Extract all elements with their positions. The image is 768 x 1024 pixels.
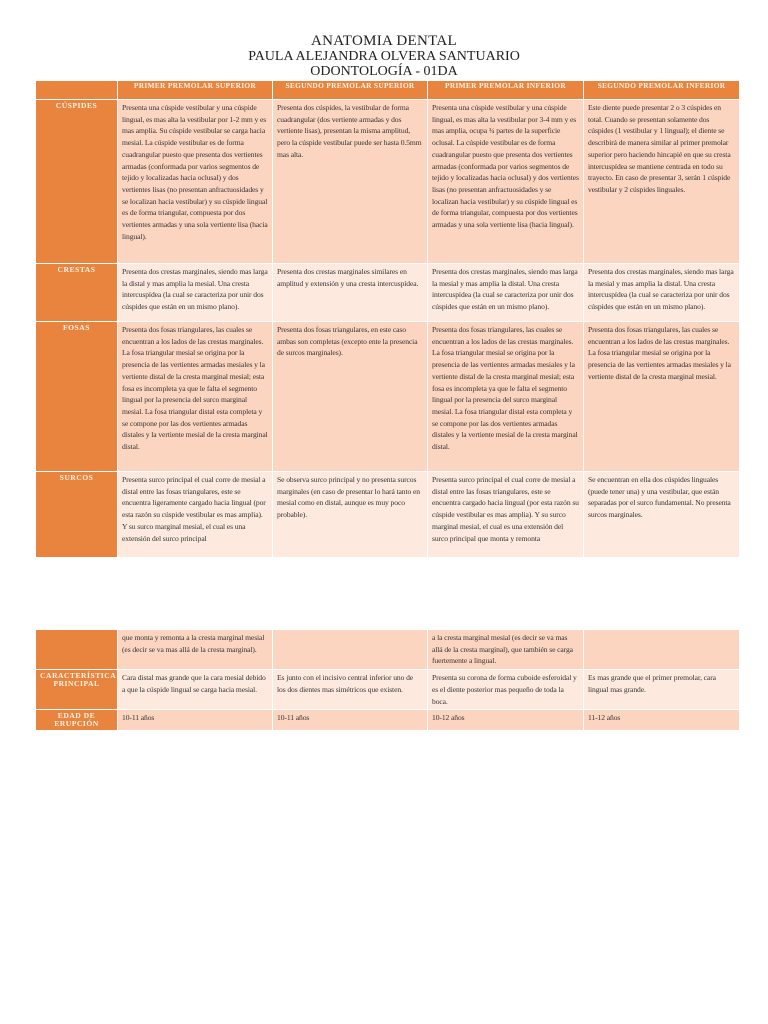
table-cell: Presenta una cúspide vestibular y una cúspide lingual, es mas alta la vestibular por 1-2 mm y es mas amplia. Su cúspide vestibular se carga hacia mesial. La cúspide vestibular es de forma cuadrangular puesto que presenta dos vertientes armadas (conformada por varios segmentos de tejido y localizadas hacia oclusal) y dos vertientes lisas (no presentan anfractuosidades y se localizan hacia vestibular) y su cúspide lingual es de forma triangular, compuesta por dos vertientes armadas y una sola vertiente lisa (hacia lingual). <box>118 100 273 264</box>
table-row-crestas <box>36 264 740 322</box>
row-header: CRESTAS <box>36 264 118 322</box>
table-cell: Presenta surco principal el cual corre de mesial a distal entre las fosas triangulares, este se encuentra cargado hacia lingual (por esta razón su cúspide vestibular es mas amplia). Y su surco marginal mesial, el cual es una extensión del surco principal que monta y remonta <box>428 472 584 558</box>
table-cell <box>273 630 428 670</box>
column-header: PRIMER PREMOLAR SUPERIOR <box>118 81 273 100</box>
row-header: CARACTERÍSTICA PRINCIPAL <box>36 670 118 710</box>
table-cell: a la cresta marginal mesial (es decir se va mas allá de la cresta marginal), que también se carga fuertemente a lingual. <box>428 630 584 670</box>
table-cell: 10-11 años <box>273 710 428 731</box>
table-cell: Presenta surco principal el cual corre de mesial a distal entre las fosas triangulares, este se encuentra ligeramente cargado hacia lingual (por esta razón su cúspide vestibular es mas amplia). Y su surco marginal mesial, el cual es una extensión del surco principal <box>118 472 273 558</box>
table-cell: 10-12 años <box>428 710 584 731</box>
column-header: SEGUNDO PREMOLAR SUPERIOR <box>273 81 428 100</box>
table-cell <box>584 630 740 670</box>
table-cell: Es junto con el incisivo central inferior uno de los dos dientes mas simétricos que existen. <box>273 670 428 710</box>
document-header <box>0 34 768 79</box>
table-cell: Presenta dos crestas marginales, siendo mas larga la mesial y mas amplia la distal. Una cresta intercuspídea (la cual se caracteriza por unir dos cúspides que están en un mismo plano). <box>428 264 584 322</box>
table-cell: Presenta dos fosas triangulares, las cuales se encuentran a los lados de las crestas marginales. La fosa triangular mesial se origina por la presencia de las vertientes armadas mesiales y la vertiente distal de la cresta marginal mesial. <box>584 322 740 472</box>
premolar-table <box>35 80 740 558</box>
group-name: ODONTOLOGÍA - 01DA <box>310 64 458 79</box>
table-row-continuation <box>36 630 740 670</box>
premolar-table-continued <box>35 629 740 731</box>
table-cell: Presenta dos crestas marginales, siendo mas larga la mesial y mas amplia la distal. Una cresta intercuspídea (la cual se caracteriza por unir dos cúspides que están en un mismo plano). <box>584 264 740 322</box>
table-cell: Presenta dos crestas marginales, siendo mas larga la distal y mas amplia la mesial. Una cresta intercuspídea (la cual se caracteriza por unir dos cúspides que están en un mismo plano). <box>118 264 273 322</box>
table-cell: Presenta dos cúspides, la vestibular de forma cuadrangular (dos vertiente armadas y dos vertiente lisas), presentan la misma amplitud, pero la cúspide vestibular puede ser hasta 0.5mm mas alta. <box>273 100 428 264</box>
table-cell: que monta y remonta a la cresta marginal mesial (es decir se va mas allá de la cresta marginal). <box>118 630 273 670</box>
table-cell: Es mas grande que el primer premolar, cara lingual mas grande. <box>584 670 740 710</box>
column-header: PRIMER PREMOLAR INFERIOR <box>428 81 584 100</box>
table-cell: Este diente puede presentar 2 o 3 cúspides en total. Cuando se presentan solamente dos cúspides (1 vestibular y 1 lingual); el diente se describirá de manera similar al primer premolar superior pero haciendo hincapié en que su cresta intercuspídea se mantiene centrada en todo su trayecto. En caso de presentar 3, serán 1 cúspide vestibular y 2 cúspides linguales. <box>584 100 740 264</box>
table-row-caracteristica <box>36 670 740 710</box>
table-cell: Cara distal mas grande que la cara mesial debido a que la cúspide lingual se carga hacia mesial. <box>118 670 273 710</box>
table-cell: Presenta dos fosas triangulares, las cuales se encuentran a los lados de las crestas marginales. La fosa triangular mesial se origina por la presencia de las vertientes armadas mesiales y la vertiente distal de la cresta marginal mesial; esta fosa es incompleta ya que le falta el segmento lingual por la presencia del surco marginal mesial. La fosa triangular distal esta completa y se compone por las dos vertientes armadas distales y la vertiente mesial de la cresta marginal distal. <box>428 322 584 472</box>
table-row-edad <box>36 710 740 731</box>
table-cell: Presenta una cúspide vestibular y una cúspide lingual, es mas alta la vestibular por 3-4 mm y es mas amplia, ocupa ¾ partes de la superficie oclusal. La cúspide vestibular es de forma cuadrangular puesto que presenta dos vertientes armadas (conformada por varios segmentos de tejido y localizadas hacia oclusal) y dos vertientes lisas (no presentan anfractuosidades y se localizan hacia vestibular) y su cúspide lingual es de forma triangular, compuesta por dos vertientes armadas y una sola vertiente lisa (hacia lingual). <box>428 100 584 264</box>
row-header <box>36 630 118 670</box>
row-header: EDAD DE ERUPCIÓN <box>36 710 118 731</box>
table-cell: Se observa surco principal y no presenta surcos marginales (en caso de presentar lo hará tanto en mesial como en distal, aunque es muy poco probable). <box>273 472 428 558</box>
table-cell: Presenta dos fosas triangulares, las cuales se encuentran a los lados de las crestas marginales. La fosa triangular mesial se origina por la presencia de las vertientes armadas mesiales y la vertiente distal de la cresta marginal mesial; esta fosa es incompleta ya que le falta el segmento lingual por la presencia del surco marginal mesial. La fosa triangular distal esta completa y se compone por las dos vertientes armadas distales y la vertiente mesial de la cresta marginal distal. <box>118 322 273 472</box>
row-header: CÚSPIDES <box>36 100 118 264</box>
row-header: SURCOS <box>36 472 118 558</box>
header-corner <box>36 81 118 100</box>
column-header: SEGUNDO PREMOLAR INFERIOR <box>584 81 740 100</box>
table-cell: 10-11 años <box>118 710 273 731</box>
table-header-row <box>36 81 740 100</box>
table-row-cuspides <box>36 100 740 264</box>
table-cell: Presenta dos crestas marginales similares en amplitud y extensión y una cresta intercuspídea. <box>273 264 428 322</box>
document-title: ANATOMIA DENTAL <box>311 33 457 49</box>
table-row-surcos <box>36 472 740 558</box>
author-name: PAULA ALEJANDRA OLVERA SANTUARIO <box>248 49 520 64</box>
table-row-fosas <box>36 322 740 472</box>
table-cell: Presenta dos fosas triangulares, en este caso ambas son completas (excepto ente la presencia de surcos marginales). <box>273 322 428 472</box>
row-header: FOSAS <box>36 322 118 472</box>
table-cell: 11-12 años <box>584 710 740 731</box>
table-cell: Presenta su corona de forma cuboide esferoidal y es el diente posterior mas pequeño de toda la boca. <box>428 670 584 710</box>
table-cell: Se encuentran en ella dos cúspides linguales (puede tener una) y una vestibular, que están separadas por el surco fundamental. No presenta surcos marginales. <box>584 472 740 558</box>
